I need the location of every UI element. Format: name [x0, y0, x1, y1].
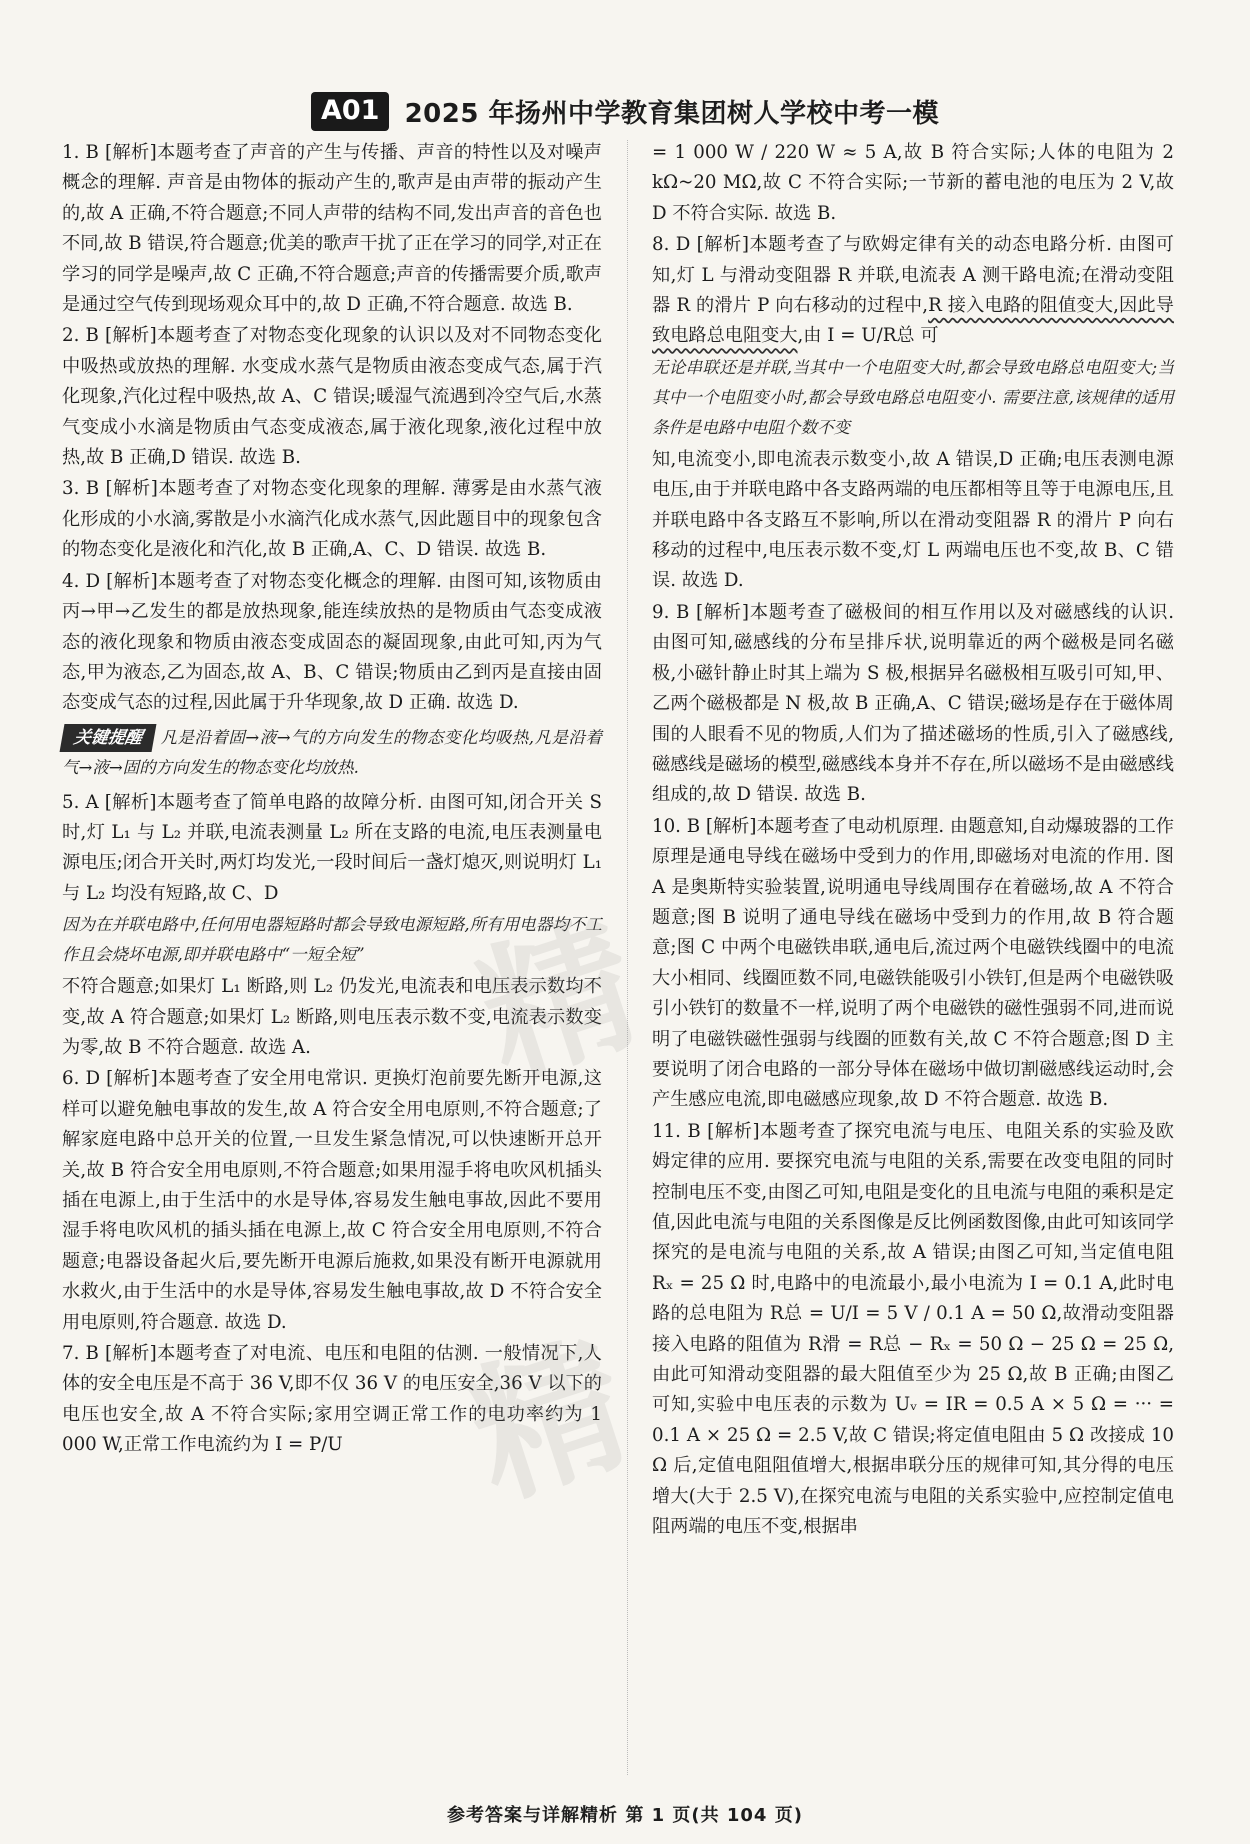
- answer-q5-part2: 不符合题意;如果灯 L₁ 断路,则 L₂ 仍发光,电流表和电压表示数均不变,故 A 符合题意;如果灯 L₂ 断路,则电压表示数不变,电流表示数变为零,故 B 不符合题意. 故选 A.: [62, 976, 602, 1058]
- key-reminder-text: 凡是沿着固→液→气的方向发生的物态变化均吸热,凡是沿着气→液→固的方向发生的物态变化均放热.: [62, 727, 602, 778]
- answer-q8-part1: [652, 230, 1174, 352]
- answer-q5-part1: 5. A [解析]本题考查了简单电路的故障分析. 由图可知,闭合开关 S 时,灯 L₁ 与 L₂ 并联,电流表测量 L₂ 所在支路的电流,电压表测量电源电压;闭合开关时,两灯均发光,一段时间后一盏灯熄灭,则说明灯 L₁ 与 L₂ 均没有短路,故 C、D: [62, 791, 602, 904]
- answer-q8-underlined: R 接入电路的阻值变大,因此导致电路总电阻变大: [652, 295, 1174, 347]
- answer-q11: 11. B [解析]本题考查了探究电流与电压、电阻关系的实验及欧姆定律的应用. 要探究电流与电阻的关系,需要在改变电阻的同时控制电压不变,由图乙可知,电阻是变化的且电流与电阻的乘积是定值,因此电流与电阻的关系图像是反比例函数图像,由此可知该同学探究的是电流与电阻的关系,故 A 错误;由图乙可知,当定值电阻 Rₓ = 25 Ω 时,电路中的电流最小,最小电流为 I = 0.1 A,此时电路的总电阻为 R总 = U/I = 5 V / 0.1 A = 50 Ω,故滑动变阻器接入电路的阻值为 R滑 = R总 − Rₓ = 50 Ω − 25 Ω = 25 Ω,由此可知滑动变阻器的最大阻值至少为 25 Ω,故 B 正确;由图乙可知,实验中电压表的示数为 Uᵥ = IR = 0.5 A × 5 Ω = ··· = 0.1 A × 25 Ω = 2.5 V,故 C 错误;将定值电阻由 5 Ω 改接成 10 Ω 后,定值电阻阻值增大,根据串联分压的规律可知,其分得的电压增大(大于 2.5 V),在探究电流与电阻的关系实验中,应控制定值电阻两端的电压不变,根据串: [652, 1120, 1174, 1538]
- answer-q8-intro: 8. D [解析]本题考查了与欧姆定律有关的动态电路分析. 由图可知,灯 L 与滑动变阻器 R 并联,电流表 A 测干路电流;在滑动变阻器 R 的滑片 P 向右移动的过程中,: [652, 234, 1174, 317]
- answer-q9: 9. B [解析]本题考查了磁极间的相互作用以及对磁感线的认识. 由图可知,磁感线的分布呈排斥状,说明靠近的两个磁极是同名磁极,小磁针静止时其上端为 S 极,根据异名磁极相互吸引可知,甲、乙两个磁极都是 N 极,故 B 正确,A、C 错误;磁场是存在于磁体周围的人眼看不见的物质,人们为了描述磁场的性质,引入了磁感线,磁感线是磁场的模型,磁感线本身并不存在,所以磁场不是由磁感线组成的,故 D 错误. 故选 B.: [652, 601, 1174, 806]
- watermark-bottom: 精: [451, 1314, 654, 1529]
- answer-q6: 6. D [解析]本题考查了安全用电常识. 更换灯泡前要先断开电源,这样可以避免触电事故的发生,故 A 符合安全用电原则,不符合题意;了解家庭电路中总开关的位置,一旦发生紧急情况,可以快速断开总开关,故 B 符合安全用电原则,不符合题意;如果用湿手将电吹风机插头插在电源上,由于生活中的水是导体,容易发生触电事故,因此不要用湿手将电吹风机的插头插在电源上,故 C 符合安全用电原则,不符合题意;电器设备起火后,要先断开电源后施救,如果没有断开电源就用水救火,由于生活中的水是导体,容易发生触电事故,故 D 不符合安全用电原则,符合题意. 故选 D.: [62, 1068, 602, 1333]
- answer-q7-continued: = 1 000 W / 220 W ≈ 5 A,故 B 符合实际;人体的电阻为 2 kΩ~20 MΩ,故 C 不符合实际;一节新的蓄电池的电压为 2 V,故 D 不符合实际. 故选 B.: [652, 142, 1174, 224]
- left-column: [62, 138, 602, 1462]
- page-title: 2025 年扬州中学教育集团树人学校中考一模: [404, 99, 939, 129]
- section-badge: A01: [311, 92, 389, 131]
- answer-q1: 1. B [解析]本题考查了声音的产生与传播、声音的特性以及对噪声概念的理解. 声音是由物体的振动产生的,歌声是由声带的振动产生的,故 A 正确,不符合题意;不同人声带的结构不同,发出声音的音色也不同,故 B 错误,符合题意;优美的歌声干扰了正在学习的同学,对正在学习的同学是噪声,故 C 正确,不符合题意;声音的传播需要介质,歌声是通过空气传到现场观众耳中的,故 D 正确,不符合题意. 故选 B.: [62, 142, 603, 316]
- handwritten-note-q8: 无论串联还是并联,当其中一个电阻变大时,都会导致电路总电阻变大;当其中一个电阻变小时,都会导致电路总电阻变小. 需要注意,该规律的适用条件是电路中电阻个数不变: [652, 357, 1174, 437]
- answer-q8-formula: ,由 I = U/R总 可: [797, 325, 939, 347]
- handwritten-note-q5: 因为在并联电路中,任何用电器短路时都会导致电源短路,所有用电器均不工作且会烧坏电源,即并联电路中“一短全短”: [62, 915, 602, 965]
- page-header: [0, 92, 1250, 131]
- answer-q3: 3. B [解析]本题考查了对物态变化现象的理解. 薄雾是由水蒸气液化形成的小水滴,雾散是小水滴汽化成水蒸气,因此题目中的现象包含的物态变化是液化和汽化,故 B 正确,A、C、D 错误. 故选 B.: [62, 478, 602, 561]
- right-column: [652, 138, 1174, 1543]
- answer-q4: 4. D [解析]本题考查了对物态变化概念的理解. 由图可知,该物质由丙→甲→乙发生的都是放热现象,能连续放热的是物质由气态变成液态的液化现象和物质由液态变成固态的凝固现象,由此可知,丙为气态,甲为液态,乙为固态,故 A、B、C 错误;物质由乙到丙是直接由固态变成气态的过程,因此属于升华现象,故 D 正确. 故选 D.: [62, 570, 602, 714]
- answer-q10: 10. B [解析]本题考查了电动机原理. 由题意知,自动爆玻器的工作原理是通电导线在磁场中受到力的作用,即磁场对电流的作用. 图 A 是奥斯特实验装置,说明通电导线周围存在着磁场,故 A 不符合题意;图 B 说明了通电导线在磁场中受到力的作用,故 B 符合题意;图 C 中两个电磁铁串联,通电后,流过两个电磁铁线圈中的电流大小相同、线圈匝数不同,电磁铁能吸引小铁钉,但是两个电磁铁吸引小铁钉的数量不一样,说明了两个电磁铁的磁性强弱不同,进而说明了电磁铁磁性强弱与线圈的匝数有关,故 C 不符合题意;图 D 主要说明了闭合电路的一部分导体在磁场中做切割磁感线运动时,会产生感应电流,即电磁感应现象,故 D 不符合题意. 故选 B.: [652, 815, 1174, 1111]
- page-footer: 参考答案与详解精析 第 1 页(共 104 页): [447, 1805, 803, 1826]
- column-divider: [627, 140, 628, 1775]
- key-reminder-label: 关键提醒: [60, 724, 157, 752]
- watermark-top: 精: [461, 894, 664, 1109]
- answer-q7: 7. B [解析]本题考查了对电流、电压和电阻的估测. 一般情况下,人体的安全电压是不高于 36 V,即不仅 36 V 的电压安全,36 V 以下的电压也安全,故 A 不符合实际;家用空调正常工作的电功率约为 1 000 W,正常工作电流约为 I = P/U: [62, 1343, 602, 1456]
- key-reminder-box: [62, 723, 602, 784]
- answer-q8-part2: 知,电流变小,即电流表示数变小,故 A 错误,D 正确;电压表测电源电压,由于并联电路中各支路两端的电压都相等且等于电源电压,且并联电路中各支路互不影响,所以在滑动变阻器 R 的滑片 P 向右移动的过程中,电压表示数不变,灯 L 两端电压也不变,故 B、C 错误. 故选 D.: [652, 448, 1174, 592]
- answer-q2: 2. B [解析]本题考查了对物态变化现象的认识以及对不同物态变化中吸热或放热的理解. 水变成水蒸气是物质由液态变成气态,属于汽化现象,汽化过程中吸热,故 A、C 错误;暖湿气流遇到冷空气后,水蒸气变成小水滴是物质由气态变成液态,属于液化现象,液化过程中放热,故 B 正确,D 错误. 故选 B.: [62, 325, 602, 469]
